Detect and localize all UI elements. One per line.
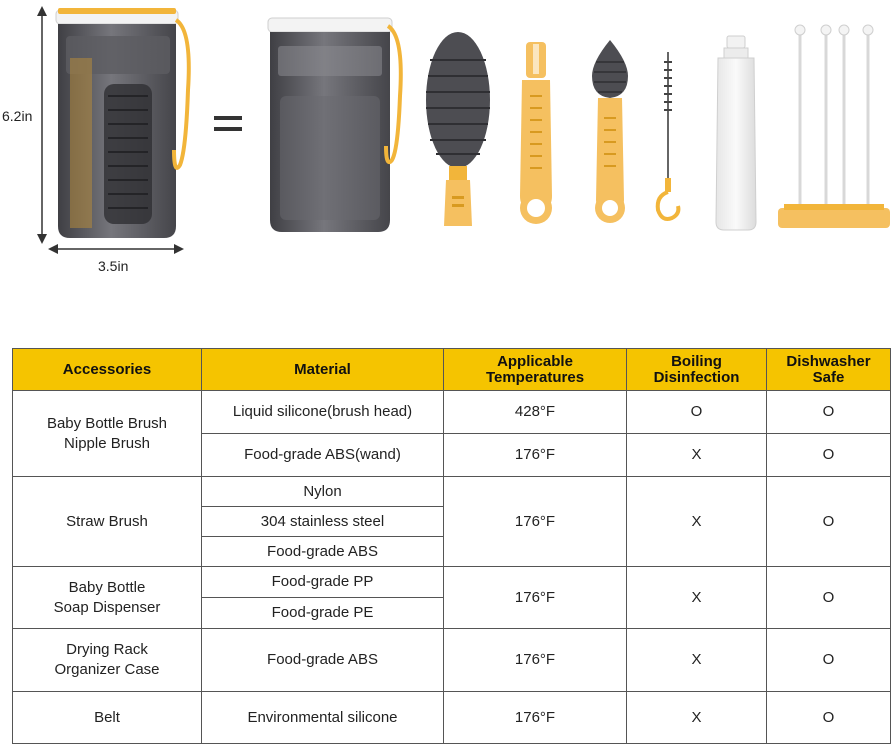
header-accessories: Accessories: [13, 349, 202, 391]
accessory-name: Organizer Case: [54, 661, 160, 678]
header-dishwasher-line2: Safe: [812, 368, 845, 386]
material-cell: Nylon: [202, 477, 444, 507]
accessory-name: Belt: [94, 708, 120, 726]
temperature-cell: 176°F: [444, 629, 627, 692]
table-row: [13, 391, 891, 434]
material-cell: Food-grade PP: [202, 567, 444, 598]
header-dishwasher: [767, 349, 891, 391]
material-cell: Food-grade ABS: [202, 537, 444, 567]
boiling-cell: O: [627, 391, 767, 434]
table-row: [13, 692, 891, 744]
dishwasher-cell: O: [767, 391, 891, 434]
accessory-cell: [13, 692, 202, 744]
material-cell: Food-grade ABS: [202, 629, 444, 692]
temperature-cell: 176°F: [444, 567, 627, 629]
accessory-cell: [13, 567, 202, 629]
spec-table: [12, 348, 891, 744]
width-dimension: [48, 244, 184, 254]
dishwasher-cell: O: [767, 434, 891, 477]
width-label: 3.5in: [98, 258, 129, 274]
brush-handle: [520, 42, 552, 224]
boiling-cell: X: [627, 629, 767, 692]
temperature-cell: 176°F: [444, 692, 627, 744]
header-boiling: [627, 349, 767, 391]
accessory-name: Baby Bottle Brush: [46, 414, 168, 432]
table-header-row: [13, 349, 891, 391]
header-temperatures-line2: Temperatures: [485, 368, 585, 386]
material-cell: Food-grade PE: [202, 598, 444, 629]
material-cell: 304 stainless steel: [202, 507, 444, 537]
header-dishwasher-line1: Dishwasher: [786, 352, 871, 370]
dishwasher-cell: O: [767, 567, 891, 629]
header-material: Material: [202, 349, 444, 391]
dishwasher-cell: O: [767, 629, 891, 692]
accessory-name: Soap Dispenser: [53, 598, 161, 616]
nipple-brush: [592, 40, 628, 223]
temperature-cell: 428°F: [444, 391, 627, 434]
storage-case: [268, 18, 401, 232]
boiling-cell: X: [627, 567, 767, 629]
drying-rack: [778, 25, 890, 228]
accessory-name: Straw Brush: [66, 512, 148, 530]
header-boiling-line2: Disinfection: [653, 368, 740, 386]
header-temperatures: [444, 349, 627, 391]
accessory-name: Baby Bottle: [68, 578, 146, 596]
accessory-cell: [13, 391, 202, 477]
accessory-name: Drying Rack: [66, 641, 148, 658]
dishwasher-cell: O: [767, 692, 891, 744]
accessory-cell: [13, 477, 202, 567]
table-row: [13, 567, 891, 598]
straw-brush: [658, 52, 679, 219]
equals-sign: [214, 116, 242, 131]
accessory-cell: [13, 629, 202, 692]
storage-case-assembled: [56, 8, 189, 238]
boiling-cell: X: [627, 692, 767, 744]
material-cell: Environmental silicone: [202, 692, 444, 744]
boiling-cell: X: [627, 477, 767, 567]
height-dimension: [37, 6, 47, 244]
soap-dispenser: [716, 36, 756, 230]
temperature-cell: 176°F: [444, 434, 627, 477]
dishwasher-cell: O: [767, 477, 891, 567]
height-label: 6.2in: [2, 108, 33, 124]
material-cell: Food-grade ABS(wand): [202, 434, 444, 477]
temperature-cell: 176°F: [444, 477, 627, 567]
header-boiling-line1: Boiling: [671, 352, 722, 370]
product-illustration: [0, 0, 894, 300]
table-row: [13, 629, 891, 692]
boiling-cell: X: [627, 434, 767, 477]
baby-bottle-brush: [426, 32, 490, 226]
material-cell: Liquid silicone(brush head): [202, 391, 444, 434]
header-temperatures-line1: Applicable: [497, 352, 573, 370]
table-row: [13, 477, 891, 507]
accessory-name: Nipple Brush: [64, 434, 150, 452]
